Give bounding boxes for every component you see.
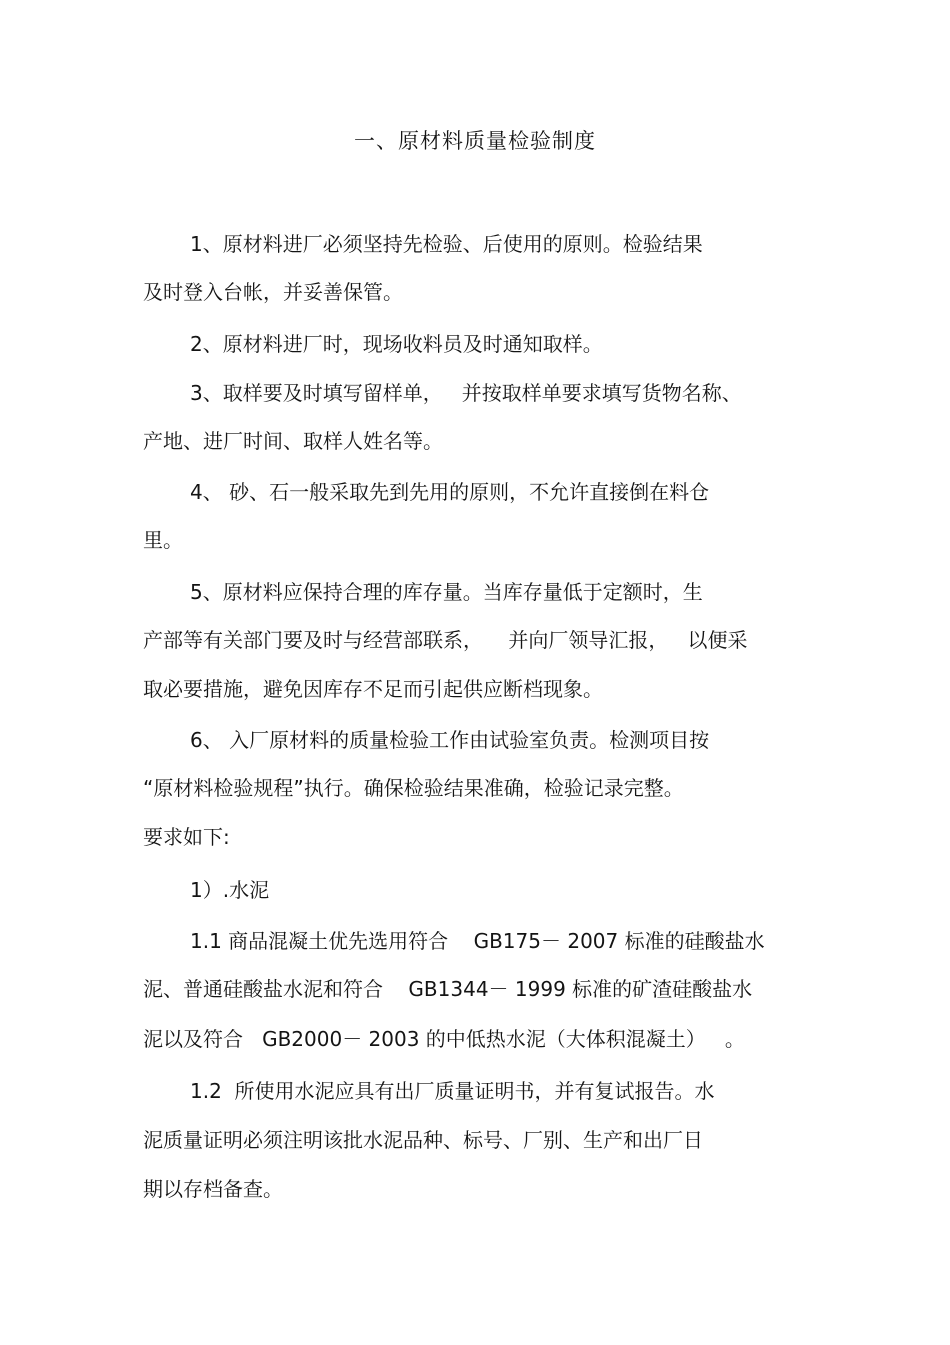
paragraph-3-line-1: 3、取样要及时填写留样单， 并按取样单要求填写货物名称、 [190,381,742,405]
subsection-cement-heading: 1）.水泥 [190,878,270,902]
paragraph-4-line-2: 里。 [143,528,183,552]
item-1-1-line-1: 1.1 商品混凝土优先选用符合 GB175－ 2007 标准的硅酸盐水 [190,929,765,953]
item-1-1-line-3: 泥以及符合 GB2000－ 2003 的中低热水泥（大体积混凝土） 。 [143,1027,745,1051]
item-1-2-line-2: 泥质量证明必须注明该批水泥品种、标号、厂别、生产和出厂日 [143,1128,703,1152]
document-title: 一、原材料质量检验制度 [354,129,596,153]
paragraph-5-line-1: 5、原材料应保持合理的库存量。当库存量低于定额时，生 [190,580,703,604]
paragraph-5-line-2: 产部等有关部门要及时与经营部联系， 并向厂领导汇报， 以便采 [143,628,748,652]
paragraph-4-line-1: 4、 砂、石一般采取先到先用的原则，不允许直接倒在料仓 [190,480,710,504]
paragraph-1-line-2: 及时登入台帐，并妥善保管。 [143,280,403,304]
item-1-2-line-1: 1.2 所使用水泥应具有出厂质量证明书，并有复试报告。水 [190,1079,715,1103]
paragraph-2-line-1: 2、原材料进厂时，现场收料员及时通知取样。 [190,332,603,356]
paragraph-1-line-1: 1、原材料进厂必须坚持先检验、后使用的原则。检验结果 [190,232,703,256]
paragraph-6-line-2: “原材料检验规程”执行。确保检验结果准确，检验记录完整。 [143,776,684,800]
paragraph-6-line-1: 6、 入厂原材料的质量检验工作由试验室负责。检测项目按 [190,728,710,752]
item-1-2-line-3: 期以存档备查。 [143,1177,283,1201]
paragraph-3-line-2: 产地、进厂时间、取样人姓名等。 [143,429,443,453]
paragraph-5-line-3: 取必要措施，避免因库存不足而引起供应断档现象。 [143,677,603,701]
paragraph-6-line-3: 要求如下: [143,825,230,849]
item-1-1-line-2: 泥、普通硅酸盐水泥和符合 GB1344－ 1999 标准的矿渣硅酸盐水 [143,977,753,1001]
